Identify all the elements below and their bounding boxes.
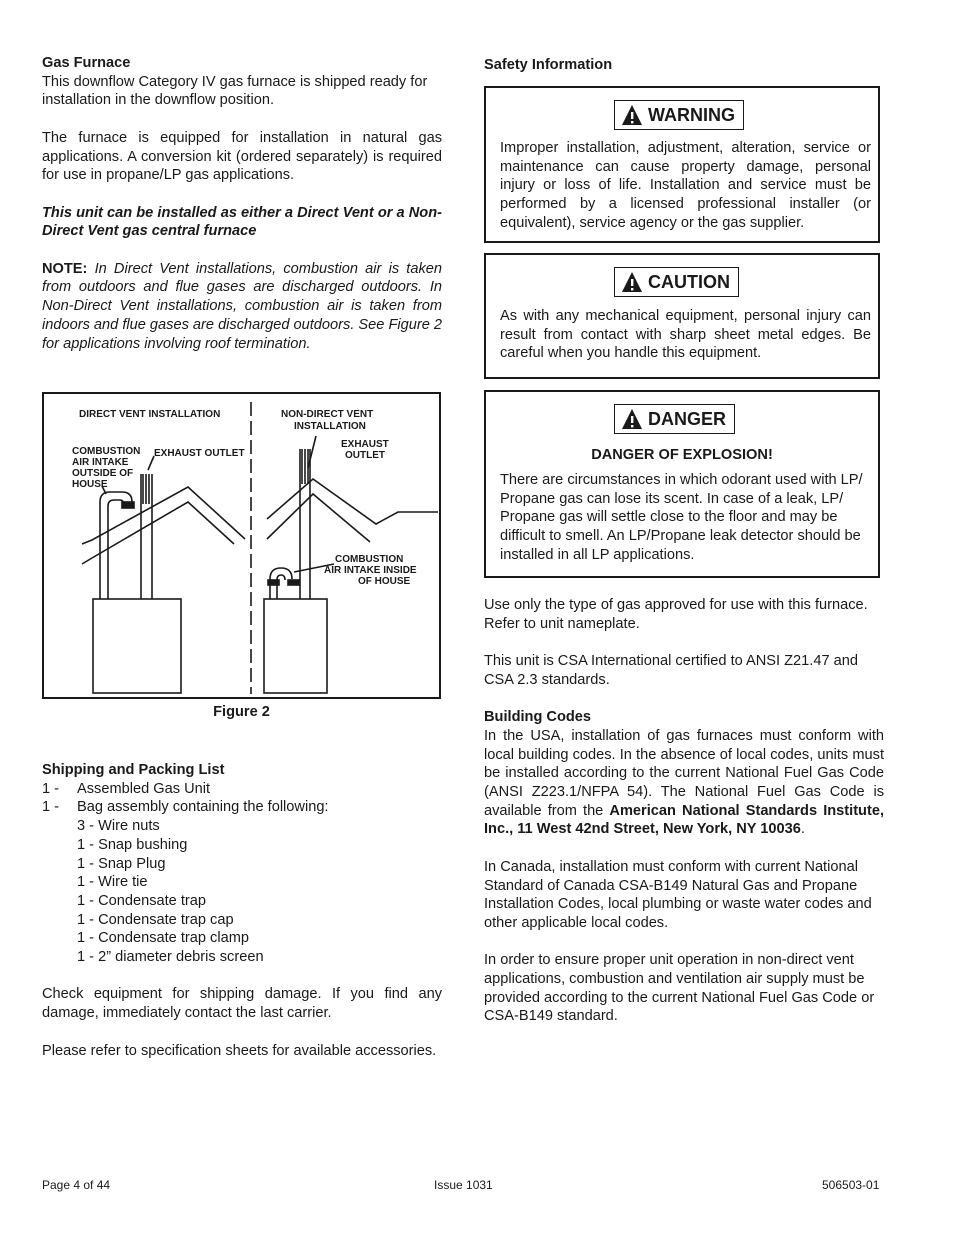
label-nondirect-vent: NON-DIRECT VENT — [281, 409, 374, 420]
danger-label: DANGER — [648, 408, 727, 429]
building-codes-canada: In Canada, installation must conform with current National Standard of Canada CSA-B149 Natural Gas and Propane Installation Codes, local plumbing or waste water codes and other applicable local codes. — [484, 858, 872, 931]
gas-type-para: Use only the type of gas approved for use with this furnace. Refer to unit nameplate. — [484, 597, 868, 632]
label-outside-of: OUTSIDE OF — [72, 468, 134, 479]
footer-doc-number: 506503-01 — [822, 1178, 880, 1192]
label-outlet: OUTLET — [345, 450, 385, 461]
bag-contents-list — [42, 817, 442, 967]
intake-pipe-direct-inner — [108, 500, 124, 599]
warning-badge — [614, 100, 744, 130]
footer-issue: Issue 1031 — [434, 1178, 493, 1192]
bag-item: 1 - 2” diameter debris screen — [77, 949, 264, 966]
nondirect-roof-line-lower — [267, 494, 370, 542]
gas-furnace-heading: Gas Furnace — [42, 55, 131, 71]
left-column — [42, 54, 442, 353]
list-item-text: Assembled Gas Unit — [77, 780, 211, 797]
danger-box — [484, 390, 880, 578]
ansi-address: American National Standards Institute, Inc., 11 West 42nd Street, New York, NY 10036 — [484, 802, 885, 838]
codes-usa-text: In the USA, installation of gas furnaces must conform with local building codes. In the absence of local codes, units must be installed according to the current National Fuel Gas Code (ANSI Z223.1/NFPA 54). The National Fuel Gas Code is available from the — [484, 727, 884, 819]
label-combustion: COMBUSTION — [72, 446, 141, 457]
figure-caption: Figure 2 — [213, 704, 270, 720]
building-codes-heading: Building Codes — [484, 709, 592, 726]
danger-text: There are circumstances in which odorant used with LP/ Propane gas can lose its scent. In case of a leak, LP/ Propane gas will settle close to the floor and may be difficult to smell. An LP/Propane leak detector should be installed in all LP applications. — [500, 472, 863, 563]
safety-heading-wrap — [484, 56, 884, 75]
footer-page-number: Page 4 of 44 — [42, 1178, 111, 1192]
list-item-number: 1 - — [42, 780, 60, 797]
warning-box — [484, 86, 880, 243]
list-item — [42, 780, 442, 799]
danger-badge — [614, 404, 735, 434]
shipping-heading: Shipping and Packing List — [42, 762, 225, 778]
list-item — [42, 798, 442, 817]
danger-title: DANGER OF EXPLOSION! — [591, 447, 773, 463]
caution-box — [484, 253, 880, 379]
intake-pipe-direct-cap — [122, 502, 134, 508]
label-house: HOUSE — [72, 479, 108, 490]
gas-furnace-para-1: This downflow Category IV gas furnace is shipped ready for installation in the downflow position. — [42, 73, 428, 109]
bag-item: 1 - Wire tie — [77, 874, 148, 891]
codes-usa-end: . — [800, 821, 805, 838]
right-lower-column — [484, 596, 884, 1026]
caution-label: CAUTION — [648, 271, 730, 292]
vent-type-statement: This unit can be installed as either a Direct Vent or a Non-Direct Vent gas central furnace — [42, 204, 442, 240]
air-supply-para: In order to ensure proper unit operation in non-direct vent applications, combustion and ventilation air supply must be provided according to the current National Fuel Gas Code or CSA-B149 standard. — [484, 952, 875, 1025]
accessories-para: Please refer to specification sheets for available accessories. — [42, 1042, 437, 1059]
bag-item: 1 - Snap bushing — [77, 836, 188, 853]
nondirect-furnace-cabinet — [264, 599, 327, 693]
direct-furnace-cabinet — [93, 599, 181, 693]
gas-furnace-para-2: The furnace is equipped for installation in natural gas applications. A conversion kit (ordered separately) is required for use in propane/LP gas applications. — [42, 129, 442, 184]
warning-label: WARNING — [648, 104, 735, 125]
caution-badge — [614, 267, 739, 297]
building-codes-usa — [484, 727, 884, 839]
label-direct-vent: DIRECT VENT INSTALLATION — [79, 409, 221, 420]
list-item-number: 1 - — [42, 799, 60, 816]
vent-installation-illustration — [44, 394, 438, 696]
label-exhaust-outlet-direct: EXHAUST OUTLET — [154, 448, 245, 459]
label-exhaust: EXHAUST — [341, 439, 389, 450]
check-damage-para: Check equipment for shipping damage. If you find any damage, immediately contact the last carrier. — [42, 986, 442, 1022]
nondirect-roof-line — [267, 479, 438, 524]
note-paragraph — [42, 260, 442, 354]
figure-2-vent-diagram — [42, 392, 441, 699]
caution-triangle-icon — [621, 271, 643, 293]
label-installation: INSTALLATION — [294, 421, 366, 432]
note-text: In Direct Vent installations, combustion air is taken from outdoors and flue gases are discharged outdoors. In Non-Direct Vent installations, combustion air is taken from indoors and flue gases are discharged outdoors. See Figure 2 for applications involving roof termination. — [42, 260, 442, 352]
caution-text: As with any mechanical equipment, personal injury can result from contact with sharp sheet metal edges. Be careful when you handle this equipment. — [500, 308, 871, 362]
shipping-section — [42, 761, 442, 1060]
list-item-text: Bag assembly containing the following: — [77, 799, 329, 816]
bag-item: 1 - Condensate trap clamp — [77, 930, 249, 947]
csa-cert-para: This unit is CSA International certified to ANSI Z21.47 and CSA 2.3 standards. — [484, 653, 858, 688]
bag-item: 1 - Snap Plug — [77, 855, 166, 872]
bag-item: 1 - Condensate trap — [77, 892, 206, 909]
bag-item: 1 - Condensate trap cap — [77, 911, 234, 928]
warning-triangle-icon — [621, 104, 643, 126]
danger-triangle-icon — [621, 408, 643, 430]
warning-text: Improper installation, adjustment, alteration, service or maintenance can cause property damage, personal injury or loss of life. Installation and service must be performed by a licensed professional installer (or equivalent), service agency or the gas supplier. — [500, 140, 871, 231]
bag-item: 3 - Wire nuts — [77, 818, 160, 835]
label-air-intake: AIR INTAKE — [72, 457, 129, 468]
label-combustion-inside: COMBUSTION — [335, 554, 404, 565]
label-of-house: OF HOUSE — [358, 576, 411, 587]
note-label: NOTE: — [42, 260, 88, 277]
label-air-intake-inside: AIR INTAKE INSIDE — [324, 565, 417, 576]
safety-heading: Safety Information — [484, 57, 613, 73]
